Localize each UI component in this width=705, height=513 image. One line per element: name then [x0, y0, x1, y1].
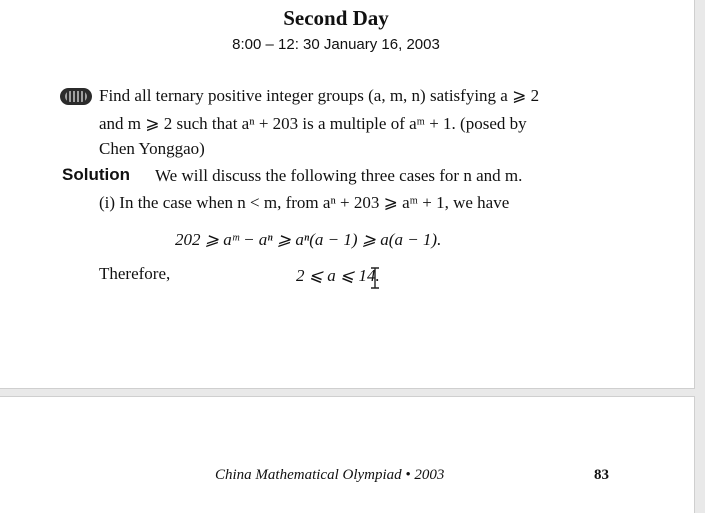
- solution-intro: We will discuss the following three cases for n and m.: [155, 166, 523, 185]
- therefore-expression: 2 ⩽ a ⩽ 14.: [296, 266, 380, 285]
- text-cursor-icon: [369, 267, 381, 289]
- footer-journal: China Mathematical Olympiad • 2003: [215, 467, 445, 483]
- solution-label: Solution: [62, 165, 130, 184]
- problem-line-2: and m ⩾ 2 such that aⁿ + 203 is a multiple of aᵐ + 1. (posed by: [99, 114, 527, 133]
- case-1-text: (i) In the case when n < m, from aⁿ + 203 ⩾ aᵐ + 1, we have: [99, 193, 510, 212]
- solution-heading: [62, 165, 130, 185]
- inequality-equation: 202 ⩾ aᵐ − aⁿ ⩾ aⁿ(a − 1) ⩾ a(a − 1).: [175, 230, 442, 249]
- page-title: Second Day: [283, 6, 389, 30]
- problem-badge-icon: [60, 88, 92, 105]
- page-number: 83: [594, 467, 609, 483]
- problem-line-1: Find all ternary positive integer groups (a, m, n) satisfying a ⩾ 2: [99, 86, 540, 105]
- therefore-label: Therefore,: [99, 264, 171, 283]
- exam-schedule: 8:00 – 12: 30 January 16, 2003: [232, 36, 440, 53]
- problem-line-3: Chen Yonggao): [99, 139, 205, 158]
- page-bottom: [0, 396, 695, 513]
